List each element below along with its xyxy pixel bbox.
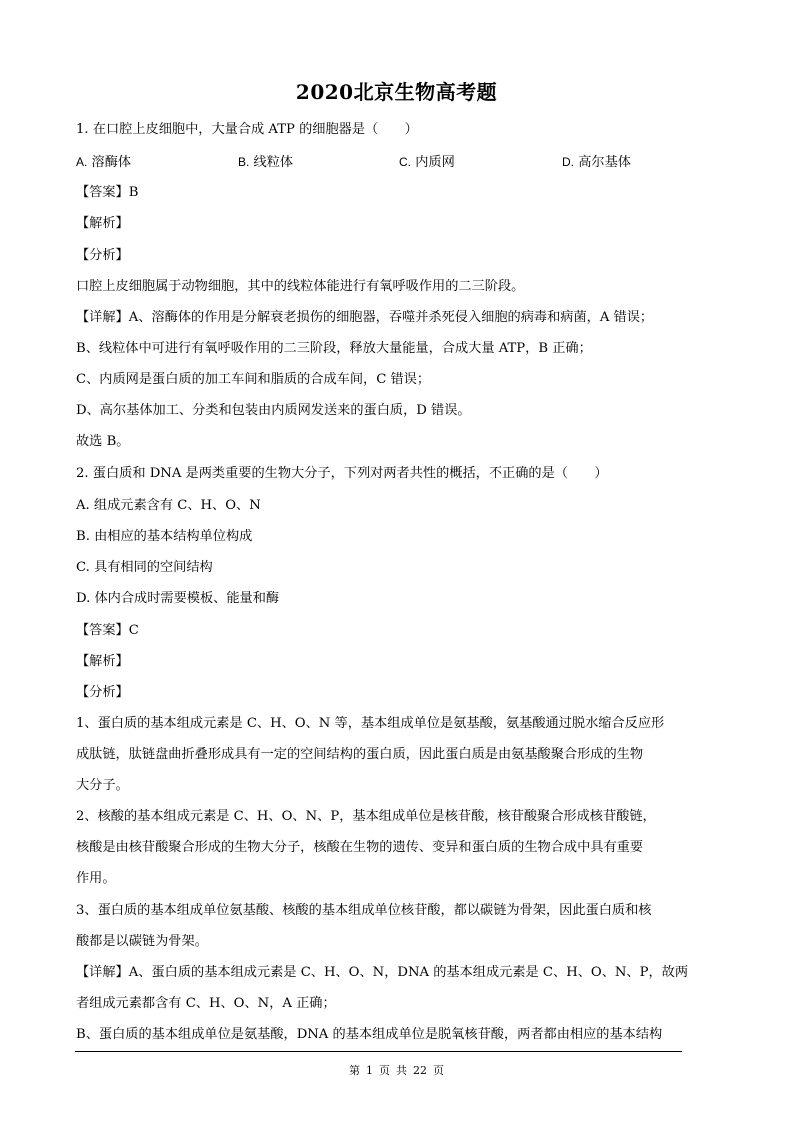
footer-total-unit: 页	[433, 1064, 444, 1077]
footer-page-unit: 页	[379, 1064, 390, 1077]
q1-option-d: D. 高尔基体	[562, 155, 631, 170]
q1-options	[76, 151, 686, 171]
q2-option-a: A. 组成元素含有 C、H、O、N	[76, 498, 261, 513]
q1-conclusion: 故选 B。	[76, 434, 130, 449]
q1-jiexi-heading: 【解析】	[76, 216, 129, 231]
q2-analysis-line: 酸都是以碳链为骨架。	[76, 934, 208, 949]
q1-detail-line: C、内质网是蛋白质的加工车间和脂质的合成车间，C 错误；	[76, 372, 431, 387]
footer-total-pages: 22	[413, 1064, 427, 1077]
q2-option-c: C. 具有相同的空间结构	[76, 560, 213, 575]
q2-detail-line: 者组成元素都含有 C、H、O、N，A 正确；	[76, 996, 336, 1011]
q2-analysis-line: 大分子。	[76, 778, 129, 793]
q1-analysis: 口腔上皮细胞属于动物细胞，其中的线粒体能进行有氧呼吸作用的二三阶段。	[76, 279, 525, 294]
footer-page-number: 1	[366, 1064, 373, 1077]
q1-option-c: C. 内质网	[399, 155, 455, 170]
q2-analysis-line: 核酸是由核苷酸聚合形成的生物大分子，核酸在生物的遗传、变异和蛋白质的生物合成中具有重要	[76, 840, 644, 855]
q2-option-d: D. 体内合成时需要模板、能量和酶	[76, 591, 280, 606]
q2-answer: 【答案】C	[76, 623, 139, 638]
footer-total-word: 共	[396, 1064, 407, 1077]
q2-analysis-line: 1、蛋白质的基本组成元素是 C、H、O、N 等，基本组成单位是氨基酸，氨基酸通过脱水缩合反应形	[76, 716, 665, 731]
q1-detail-line: 【详解】A、溶酶体的作用是分解衰老损伤的细胞器，吞噬并杀死侵入细胞的病毒和病菌，A 错误；	[76, 310, 654, 325]
q1-detail-line: D、高尔基体加工、分类和包装由内质网发送来的蛋白质，D 错误。	[76, 403, 471, 418]
q2-option-b: B. 由相应的基本结构单位构成	[76, 529, 253, 544]
q1-answer: 【答案】B	[76, 185, 139, 200]
document-title: 2020北京生物高考题	[295, 80, 498, 104]
footer-prefix: 第	[349, 1064, 360, 1077]
q2-detail-line: B、蛋白质的基本组成单位是氨基酸，DNA 的基本组成单位是脱氧核苷酸，两者都由相应的基本结构	[76, 1027, 663, 1042]
q2-jiexi-heading: 【解析】	[76, 654, 129, 669]
q1-option-b: B. 线粒体	[238, 155, 294, 170]
q2-analysis-line: 3、蛋白质的基本组成单位氨基酸、核酸的基本组成单位核苷酸，都以碳链为骨架，因此蛋白质和核	[76, 903, 652, 918]
q1-fenxi-heading: 【分析】	[76, 248, 129, 263]
q1-stem: 1. 在口腔上皮细胞中，大量合成 ATP 的细胞器是（ ）	[76, 122, 418, 137]
q2-fenxi-heading: 【分析】	[76, 685, 129, 700]
page-footer	[0, 1062, 793, 1078]
q2-analysis-line: 成肽链，肽链盘曲折叠形成具有一定的空间结构的蛋白质，因此蛋白质是由氨基酸聚合形成的生物	[76, 747, 644, 762]
q2-analysis-line: 2、核酸的基本组成元素是 C、H、O、N、P，基本组成单位是核苷酸，核苷酸聚合形成核苷酸链，	[76, 809, 656, 824]
q2-detail-line: 【详解】A、蛋白质的基本组成元素是 C、H、O、N，DNA 的基本组成元素是 C、H、O、N、P，故两	[76, 965, 689, 980]
footer-rule	[75, 1051, 682, 1052]
q2-analysis-line: 作用。	[76, 871, 116, 886]
q2-stem: 2. 蛋白质和 DNA 是两类重要的生物大分子，下列对两者共性的概括，不正确的是（ ）	[76, 466, 608, 481]
q1-option-a: A. 溶酶体	[76, 155, 132, 170]
q1-detail-line: B、线粒体中可进行有氧呼吸作用的二三阶段，释放大量能量，合成大量 ATP，B 正确；	[76, 341, 592, 356]
